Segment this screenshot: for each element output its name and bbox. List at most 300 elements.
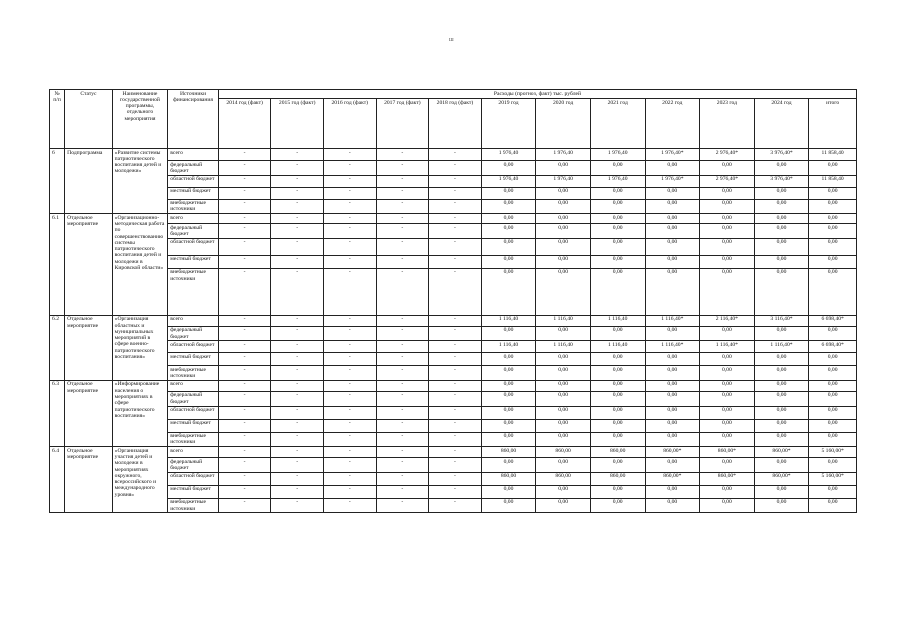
value-cell: 0,00 <box>809 380 857 391</box>
value-cell: - <box>218 326 271 341</box>
table-row <box>50 149 857 161</box>
value-cell: - <box>271 268 324 315</box>
value-cell: 0,00 <box>700 214 755 224</box>
table-row <box>50 187 857 199</box>
value-cell: 0,00 <box>481 224 536 239</box>
row-num: 6.4 <box>50 447 65 513</box>
row-source: всего <box>168 380 219 391</box>
value-cell: - <box>376 315 429 326</box>
value-cell: 860,00 <box>590 472 645 485</box>
value-cell: 0,00 <box>754 161 809 176</box>
value-cell: 0,00 <box>700 485 755 498</box>
row-name: «Информирование населения о мероприятиях в сфере патриотического воспитания» <box>112 380 168 446</box>
value-cell: - <box>323 458 376 473</box>
value-cell: - <box>271 447 324 458</box>
value-cell: - <box>271 391 324 406</box>
value-cell: 0,00 <box>481 380 536 391</box>
value-cell: 0,00 <box>481 255 536 268</box>
table-row <box>50 391 857 406</box>
value-cell: 0,00 <box>481 199 536 214</box>
value-cell: - <box>323 161 376 176</box>
value-cell: - <box>323 353 376 366</box>
value-cell: - <box>429 315 482 326</box>
value-cell: 0,00 <box>590 161 645 176</box>
value-cell: - <box>218 419 271 432</box>
value-cell: - <box>271 498 324 513</box>
value-cell: 0,00 <box>754 380 809 391</box>
value-cell: - <box>429 458 482 473</box>
value-cell: - <box>218 175 271 187</box>
table-row <box>50 199 857 214</box>
table-row <box>50 380 857 391</box>
value-cell: 0,00 <box>809 419 857 432</box>
value-cell: 0,00 <box>754 199 809 214</box>
table-row <box>50 326 857 341</box>
value-cell: 0,00 <box>536 224 591 239</box>
value-cell: - <box>429 353 482 366</box>
value-cell: 860,00 <box>590 447 645 458</box>
value-cell: 0,00 <box>645 419 700 432</box>
value-cell: 0,00 <box>754 391 809 406</box>
value-cell: - <box>429 380 482 391</box>
value-cell: - <box>376 458 429 473</box>
value-cell: - <box>429 255 482 268</box>
value-cell: - <box>323 326 376 341</box>
value-cell: 0,00 <box>536 380 591 391</box>
value-cell: 0,00 <box>700 255 755 268</box>
table-row <box>50 498 857 513</box>
value-cell: - <box>218 406 271 419</box>
row-source: федеральный бюджет <box>168 326 219 341</box>
value-cell: 5 160,00* <box>809 472 857 485</box>
row-name: «Организационно-методическая работа по совершенствованию системы патриотического воспитания детей и молодежи в Кировской области» <box>112 214 168 316</box>
value-cell: 5 160,00* <box>809 447 857 458</box>
value-cell: 0,00 <box>536 187 591 199</box>
value-cell: 1 976,40 <box>590 175 645 187</box>
value-cell: - <box>218 498 271 513</box>
value-cell: 0,00 <box>809 268 857 315</box>
header-year: 2018 год (факт) <box>429 99 482 149</box>
value-cell: - <box>429 498 482 513</box>
value-cell: 0,00 <box>700 432 755 447</box>
row-source: внебюджетные источники <box>168 432 219 447</box>
header-source: Источники финансирования <box>168 90 219 149</box>
value-cell: 1 976,40 <box>481 149 536 161</box>
value-cell: - <box>429 214 482 224</box>
value-cell: 860,00 <box>536 447 591 458</box>
row-num: 6.3 <box>50 380 65 446</box>
value-cell: - <box>218 353 271 366</box>
table-body <box>50 149 857 513</box>
table-row <box>50 315 857 326</box>
value-cell: 0,00 <box>700 498 755 513</box>
value-cell: 0,00 <box>809 326 857 341</box>
value-cell: - <box>376 149 429 161</box>
value-cell: - <box>218 485 271 498</box>
value-cell: 0,00 <box>754 268 809 315</box>
value-cell: - <box>218 187 271 199</box>
value-cell: 860,00* <box>754 447 809 458</box>
value-cell: 0,00 <box>700 353 755 366</box>
value-cell: - <box>376 238 429 255</box>
value-cell: - <box>271 238 324 255</box>
row-status: Отдельное мероприятие <box>65 214 113 316</box>
header-year: 2016 год (факт) <box>323 99 376 149</box>
value-cell: 0,00 <box>481 458 536 473</box>
table-row <box>50 238 857 255</box>
value-cell: - <box>429 268 482 315</box>
value-cell: - <box>323 432 376 447</box>
value-cell: - <box>323 472 376 485</box>
value-cell: - <box>218 255 271 268</box>
value-cell: - <box>271 419 324 432</box>
value-cell: 0,00 <box>809 255 857 268</box>
table-row <box>50 406 857 419</box>
value-cell: 860,00* <box>645 472 700 485</box>
header-year: 2024 год <box>754 99 809 149</box>
row-source: всего <box>168 447 219 458</box>
value-cell: - <box>218 341 271 353</box>
header-num: № п/п <box>50 90 65 149</box>
value-cell: - <box>376 175 429 187</box>
value-cell: - <box>376 485 429 498</box>
value-cell: 3 116,40* <box>754 315 809 326</box>
value-cell: - <box>271 199 324 214</box>
value-cell: 1 976,40* <box>645 149 700 161</box>
value-cell: 0,00 <box>481 366 536 381</box>
value-cell: 2 116,40* <box>700 315 755 326</box>
value-cell: - <box>376 326 429 341</box>
value-cell: - <box>429 175 482 187</box>
value-cell: 0,00 <box>481 326 536 341</box>
row-status: Отдельное мероприятие <box>65 447 113 513</box>
value-cell: 0,00 <box>590 326 645 341</box>
header-year: 2021 год <box>590 99 645 149</box>
value-cell: 0,00 <box>645 353 700 366</box>
value-cell: 0,00 <box>809 406 857 419</box>
value-cell: - <box>376 432 429 447</box>
row-source: местный бюджет <box>168 255 219 268</box>
value-cell: - <box>323 149 376 161</box>
value-cell: 0,00 <box>645 161 700 176</box>
value-cell: - <box>218 472 271 485</box>
value-cell: 0,00 <box>754 238 809 255</box>
value-cell: - <box>271 224 324 239</box>
value-cell: 6 698,40* <box>809 341 857 353</box>
value-cell: 6 698,40* <box>809 315 857 326</box>
value-cell: 0,00 <box>536 366 591 381</box>
value-cell: 1 976,40 <box>536 175 591 187</box>
row-name: «Организация участия детей и молодежи в мероприятиях окружного, всероссийского и международного уровня» <box>112 447 168 513</box>
value-cell: - <box>218 238 271 255</box>
header-year: 2022 год <box>645 99 700 149</box>
value-cell: 0,00 <box>481 214 536 224</box>
value-cell: 3 976,40* <box>754 175 809 187</box>
value-cell: - <box>323 406 376 419</box>
value-cell: - <box>376 268 429 315</box>
value-cell: 0,00 <box>809 391 857 406</box>
value-cell: 860,00* <box>754 472 809 485</box>
value-cell: - <box>271 315 324 326</box>
header-status: Статус <box>65 90 113 149</box>
value-cell: 0,00 <box>700 326 755 341</box>
value-cell: 0,00 <box>590 432 645 447</box>
value-cell: - <box>323 447 376 458</box>
value-cell: 0,00 <box>590 391 645 406</box>
value-cell: 0,00 <box>754 224 809 239</box>
row-source: внебюджетные источники <box>168 199 219 214</box>
value-cell: 0,00 <box>481 432 536 447</box>
value-cell: 0,00 <box>590 353 645 366</box>
value-cell: 0,00 <box>754 498 809 513</box>
value-cell: 0,00 <box>645 214 700 224</box>
row-num: 6.2 <box>50 315 65 380</box>
value-cell: - <box>218 315 271 326</box>
value-cell: 860,00* <box>645 447 700 458</box>
row-source: внебюджетные источники <box>168 498 219 513</box>
value-cell: 0,00 <box>700 161 755 176</box>
value-cell: - <box>271 341 324 353</box>
value-cell: 860,00 <box>481 472 536 485</box>
value-cell: 0,00 <box>536 238 591 255</box>
value-cell: 2 976,40* <box>700 175 755 187</box>
value-cell: - <box>323 315 376 326</box>
value-cell: 0,00 <box>809 214 857 224</box>
value-cell: 0,00 <box>645 432 700 447</box>
table-row <box>50 458 857 473</box>
value-cell: 0,00 <box>536 353 591 366</box>
value-cell: 0,00 <box>645 380 700 391</box>
value-cell: - <box>323 187 376 199</box>
value-cell: - <box>429 366 482 381</box>
value-cell: 860,00 <box>481 447 536 458</box>
header-year: 2014 год (факт) <box>218 99 271 149</box>
value-cell: - <box>376 498 429 513</box>
value-cell: 0,00 <box>536 391 591 406</box>
value-cell: 1 116,40* <box>754 341 809 353</box>
row-source: местный бюджет <box>168 485 219 498</box>
value-cell: 0,00 <box>590 406 645 419</box>
value-cell: - <box>429 238 482 255</box>
table-row <box>50 214 857 224</box>
row-num: 6.1 <box>50 214 65 316</box>
value-cell: 0,00 <box>590 199 645 214</box>
value-cell: 0,00 <box>754 406 809 419</box>
value-cell: 1 976,40 <box>536 149 591 161</box>
value-cell: 0,00 <box>590 366 645 381</box>
value-cell: - <box>376 161 429 176</box>
value-cell: - <box>271 214 324 224</box>
value-cell: - <box>376 255 429 268</box>
value-cell: - <box>323 224 376 239</box>
value-cell: - <box>376 341 429 353</box>
value-cell: 0,00 <box>809 432 857 447</box>
header-year: 2017 год (факт) <box>376 99 429 149</box>
value-cell: 1 976,40 <box>481 175 536 187</box>
value-cell: 0,00 <box>481 498 536 513</box>
value-cell: 0,00 <box>754 458 809 473</box>
value-cell: - <box>429 341 482 353</box>
value-cell: 0,00 <box>536 326 591 341</box>
row-source: всего <box>168 315 219 326</box>
value-cell: 0,00 <box>700 187 755 199</box>
value-cell: - <box>376 353 429 366</box>
value-cell: - <box>323 391 376 406</box>
value-cell: - <box>429 149 482 161</box>
value-cell: - <box>271 326 324 341</box>
value-cell: 1 116,40 <box>536 341 591 353</box>
value-cell: - <box>323 175 376 187</box>
value-cell: - <box>376 391 429 406</box>
value-cell: 0,00 <box>809 366 857 381</box>
value-cell: - <box>376 419 429 432</box>
value-cell: 0,00 <box>645 199 700 214</box>
value-cell: 0,00 <box>481 391 536 406</box>
value-cell: 0,00 <box>645 498 700 513</box>
value-cell: 0,00 <box>645 406 700 419</box>
table-row <box>50 447 857 458</box>
value-cell: 0,00 <box>481 419 536 432</box>
value-cell: 0,00 <box>536 214 591 224</box>
value-cell: - <box>376 366 429 381</box>
value-cell: 0,00 <box>645 255 700 268</box>
row-source: федеральный бюджет <box>168 458 219 473</box>
value-cell: 0,00 <box>536 199 591 214</box>
value-cell: - <box>218 391 271 406</box>
value-cell: - <box>376 214 429 224</box>
value-cell: - <box>376 472 429 485</box>
value-cell: - <box>323 238 376 255</box>
row-source: местный бюджет <box>168 353 219 366</box>
value-cell: 0,00 <box>590 224 645 239</box>
value-cell: - <box>429 447 482 458</box>
value-cell: 0,00 <box>536 268 591 315</box>
table-row <box>50 255 857 268</box>
value-cell: 0,00 <box>590 238 645 255</box>
row-source: местный бюджет <box>168 419 219 432</box>
value-cell: 0,00 <box>700 366 755 381</box>
table-row <box>50 432 857 447</box>
value-cell: - <box>218 199 271 214</box>
value-cell: 0,00 <box>481 406 536 419</box>
value-cell: 0,00 <box>645 366 700 381</box>
row-source: федеральный бюджет <box>168 391 219 406</box>
table-row <box>50 353 857 366</box>
value-cell: 0,00 <box>700 419 755 432</box>
table-row <box>50 419 857 432</box>
value-cell: - <box>376 187 429 199</box>
value-cell: 0,00 <box>645 187 700 199</box>
value-cell: 1 116,40 <box>481 315 536 326</box>
value-cell: 11 858,40 <box>809 149 857 161</box>
value-cell: - <box>429 406 482 419</box>
value-cell: 1 116,40* <box>700 341 755 353</box>
value-cell: 0,00 <box>590 380 645 391</box>
value-cell: 0,00 <box>536 485 591 498</box>
value-cell: 0,00 <box>645 458 700 473</box>
value-cell: - <box>429 432 482 447</box>
value-cell: - <box>323 199 376 214</box>
value-cell: 0,00 <box>590 214 645 224</box>
row-source: областной бюджет <box>168 238 219 255</box>
value-cell: - <box>271 175 324 187</box>
value-cell: 0,00 <box>481 187 536 199</box>
value-cell: 1 116,40 <box>590 315 645 326</box>
row-name: «Организация областных и муниципальных мероприятий в сфере военно-патриотического воспитания» <box>112 315 168 380</box>
value-cell: 0,00 <box>700 391 755 406</box>
value-cell: 0,00 <box>481 353 536 366</box>
value-cell: 0,00 <box>754 187 809 199</box>
value-cell: 0,00 <box>645 326 700 341</box>
row-source: областной бюджет <box>168 472 219 485</box>
value-cell: 0,00 <box>809 238 857 255</box>
value-cell: 11 858,40 <box>809 175 857 187</box>
value-cell: 0,00 <box>590 498 645 513</box>
value-cell: 0,00 <box>590 187 645 199</box>
value-cell: 0,00 <box>536 406 591 419</box>
value-cell: 0,00 <box>700 238 755 255</box>
value-cell: 0,00 <box>700 199 755 214</box>
value-cell: - <box>323 419 376 432</box>
value-cell: - <box>429 326 482 341</box>
value-cell: 0,00 <box>536 498 591 513</box>
value-cell: - <box>271 472 324 485</box>
value-cell: 0,00 <box>809 353 857 366</box>
row-source: внебюджетные источники <box>168 268 219 315</box>
value-cell: - <box>376 199 429 214</box>
header-row-top <box>50 90 857 99</box>
value-cell: 1 976,40* <box>645 175 700 187</box>
value-cell: - <box>429 187 482 199</box>
value-cell: 0,00 <box>809 485 857 498</box>
header-name: Наименование государственной программы, отдельного мероприятия <box>112 90 168 149</box>
value-cell: 0,00 <box>536 255 591 268</box>
header-expenses: Расходы (прогноз, факт) тыс. рублей <box>218 90 856 99</box>
value-cell: 0,00 <box>481 268 536 315</box>
value-cell: 0,00 <box>754 255 809 268</box>
value-cell: 2 976,40* <box>700 149 755 161</box>
value-cell: - <box>429 485 482 498</box>
value-cell: - <box>376 406 429 419</box>
value-cell: 0,00 <box>590 419 645 432</box>
row-source: всего <box>168 214 219 224</box>
value-cell: - <box>218 149 271 161</box>
value-cell: 860,00 <box>536 472 591 485</box>
value-cell: 1 976,40 <box>590 149 645 161</box>
value-cell: - <box>323 214 376 224</box>
value-cell: - <box>323 498 376 513</box>
table-row <box>50 341 857 353</box>
value-cell: - <box>271 380 324 391</box>
value-cell: - <box>271 149 324 161</box>
value-cell: 0,00 <box>481 485 536 498</box>
value-cell: - <box>271 187 324 199</box>
value-cell: 0,00 <box>754 326 809 341</box>
value-cell: 0,00 <box>754 366 809 381</box>
value-cell: - <box>271 432 324 447</box>
row-source: областной бюджет <box>168 175 219 187</box>
value-cell: - <box>376 224 429 239</box>
value-cell: - <box>429 419 482 432</box>
table-row <box>50 472 857 485</box>
header-year: итого <box>809 99 857 149</box>
value-cell: - <box>429 391 482 406</box>
value-cell: - <box>271 161 324 176</box>
row-source: областной бюджет <box>168 406 219 419</box>
value-cell: - <box>271 366 324 381</box>
value-cell: 860,00* <box>700 447 755 458</box>
row-status: Подпрограмма <box>65 149 113 214</box>
